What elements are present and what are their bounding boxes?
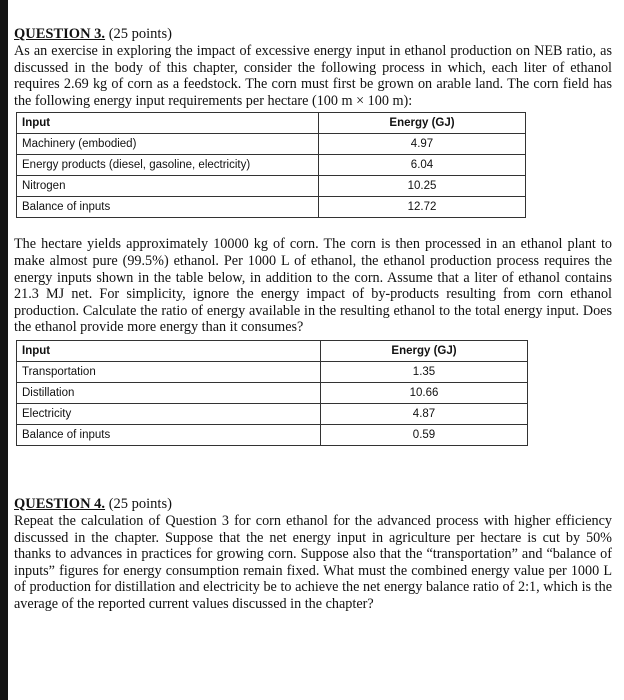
header-input: Input xyxy=(17,340,321,361)
row-input: Balance of inputs xyxy=(17,424,321,445)
table-row xyxy=(17,361,528,382)
question-4-body: Repeat the calculation of Question 3 for corn ethanol for the advanced process with higher efficiency discussed in the chapter. Suppose that the net energy input in agriculture per hectare is cut by 50% thanks to advances in practices for growing corn. Suppose also that the “transportation” and “balance of inputs” figures for energy consumption remain fixed. What must the combined energy value per 1000 L of production for distillation and electricity be to achieve the net energy balance ratio of 2:1, which is the average of the reported current values discussed in the chapter? xyxy=(14,512,612,612)
row-input: Machinery (embodied) xyxy=(17,134,319,155)
row-input: Transportation xyxy=(17,361,321,382)
table-row xyxy=(17,155,526,176)
header-energy: Energy (GJ) xyxy=(321,340,528,361)
header-input: Input xyxy=(17,113,319,134)
table-row xyxy=(17,403,528,424)
table-header-row xyxy=(17,113,526,134)
table-row xyxy=(17,176,526,197)
row-input: Electricity xyxy=(17,403,321,424)
ethanol-process-energy-table xyxy=(16,340,528,446)
row-energy: 4.97 xyxy=(319,134,526,155)
question-3-intro: As an exercise in exploring the impact of excessive energy input in ethanol production on NEB ratio, as discussed in the body of this chapter, consider the following process in which, each liter of ethanol requires 2.69 kg of corn as a feedstock. The corn must first be grown on arable land. The corn field has the following energy input requirements per hectare (100 m × 100 m): xyxy=(14,43,612,109)
question-3-body: The hectare yields approximately 10000 kg of corn. The corn is then processed in an ethanol plant to make almost pure (99.5%) ethanol. Per 1000 L of ethanol, the ethanol production process requires the energy inputs shown in the table below, in addition to the corn. Assume that a liter of ethanol contains 21.3 MJ net. For simplicity, ignore the energy impact of by-products resulting from corn ethanol production. Calculate the ratio of energy available in the resulting ethanol to the total energy input. Does the ethanol provide more energy than it consumes? xyxy=(14,236,612,336)
table-header-row xyxy=(17,340,528,361)
table-row xyxy=(17,197,526,218)
question-3-number: QUESTION 3. xyxy=(14,26,106,42)
row-energy: 6.04 xyxy=(319,155,526,176)
row-energy: 12.72 xyxy=(319,197,526,218)
row-energy: 10.25 xyxy=(319,176,526,197)
document-body xyxy=(14,26,612,613)
header-energy: Energy (GJ) xyxy=(319,113,526,134)
row-input: Nitrogen xyxy=(17,176,319,197)
question-4-heading xyxy=(14,496,612,513)
row-input: Energy products (diesel, gasoline, electricity) xyxy=(17,155,319,176)
left-edge-bar xyxy=(0,0,8,700)
question-4-number: QUESTION 4. xyxy=(14,495,106,512)
table-row xyxy=(17,134,526,155)
row-energy: 1.35 xyxy=(321,361,528,382)
row-input: Distillation xyxy=(17,382,321,403)
question-3-points: (25 points) xyxy=(108,26,172,42)
question-4-points: (25 points) xyxy=(108,495,172,512)
row-energy: 0.59 xyxy=(321,424,528,445)
question-3-heading xyxy=(14,26,612,43)
corn-field-energy-table xyxy=(16,112,526,218)
row-input: Balance of inputs xyxy=(17,197,319,218)
table-row xyxy=(17,424,528,445)
row-energy: 10.66 xyxy=(321,382,528,403)
table-row xyxy=(17,382,528,403)
row-energy: 4.87 xyxy=(321,403,528,424)
